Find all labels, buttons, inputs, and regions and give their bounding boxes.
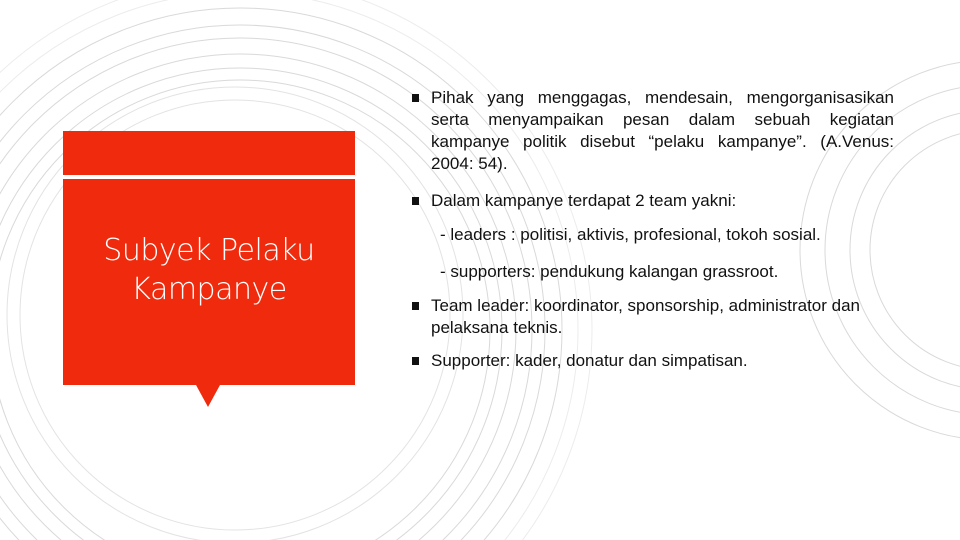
bullet-item: Team leader: koordinator, sponsorship, administrator dan pelaksana teknis.	[412, 295, 894, 339]
square-bullet-icon	[412, 94, 419, 102]
accent-strip	[63, 131, 355, 175]
title-box	[63, 179, 355, 385]
bullet-item: Supporter: kader, donatur dan simpatisan.	[412, 350, 894, 372]
square-bullet-icon	[412, 357, 419, 365]
title-panel	[63, 131, 355, 385]
bullet-item: Dalam kampanye terdapat 2 team yakni:	[412, 190, 894, 212]
bullet-list	[412, 87, 894, 372]
slide-title: Subyek Pelaku Kampanye	[103, 233, 315, 307]
square-bullet-icon	[412, 302, 419, 310]
sub-item: - supporters: pendukung kalangan grassroot.	[440, 262, 779, 281]
bullet-item: Pihak yang menggagas, mendesain, mengorganisasikan serta menyampaikan pesan dalam sebuah kegiatan kampanye politik disebut “pelaku kampanye”. (A.Venus: 2004: 54).	[412, 87, 894, 175]
title-box-pointer	[196, 385, 220, 407]
square-bullet-icon	[412, 197, 419, 205]
sub-item: - leaders : politisi, aktivis, profesional, tokoh sosial.	[440, 225, 821, 244]
